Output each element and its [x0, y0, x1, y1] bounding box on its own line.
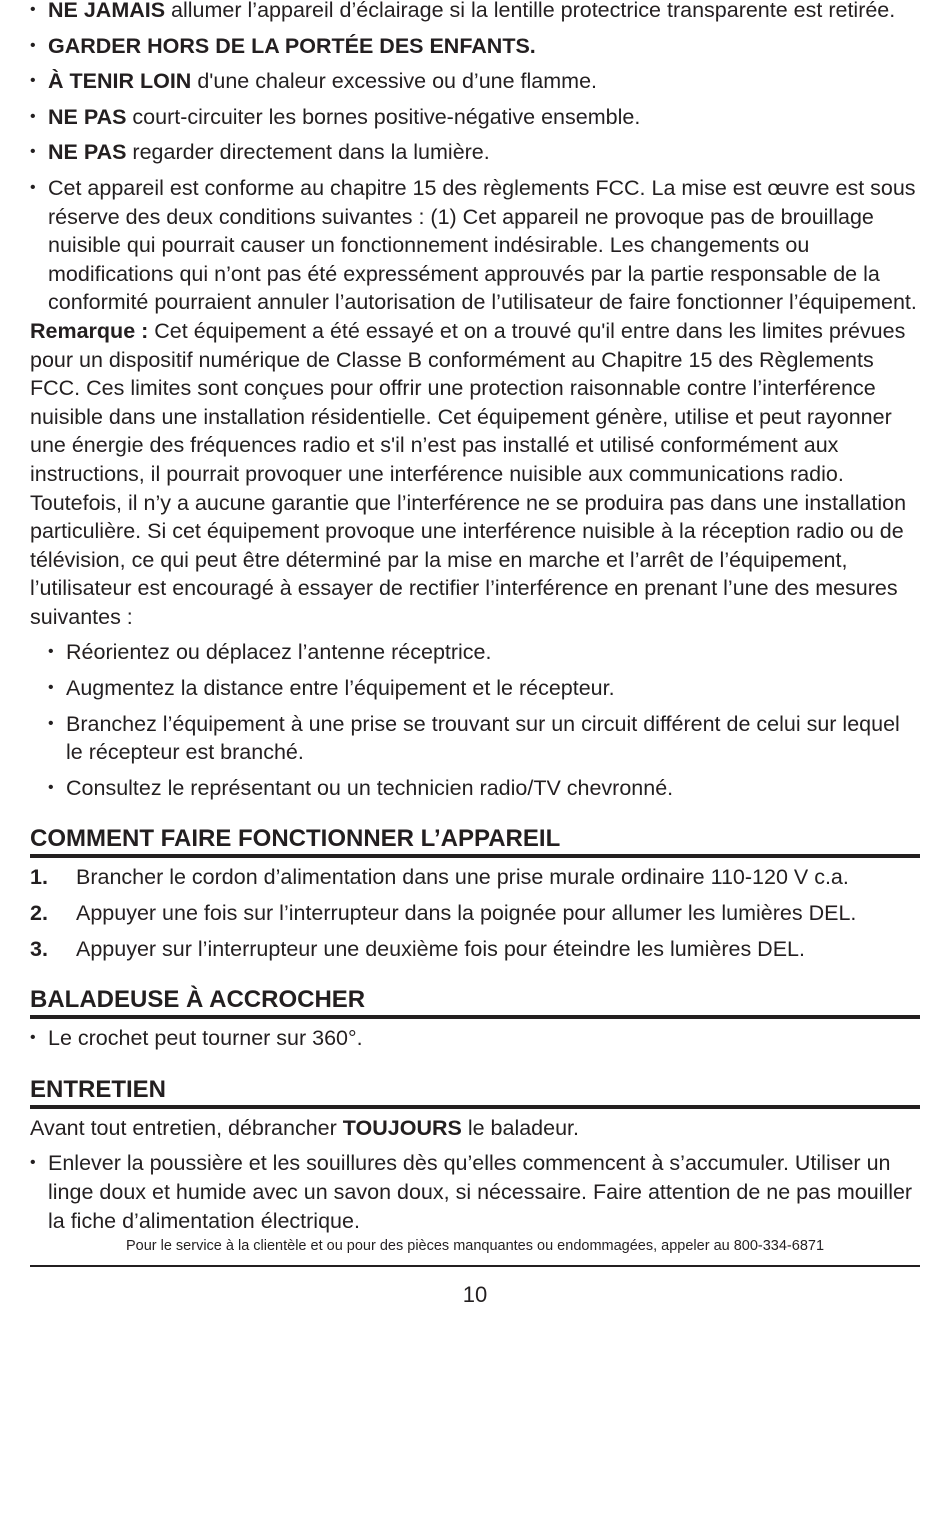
page-number: 10 [462, 1282, 488, 1308]
hanging-text: Le crochet peut tourner sur 360°. [48, 1026, 363, 1051]
maintenance-intro-text: Avant tout entretien, débrancher [30, 1115, 343, 1140]
manual-page [30, 0, 920, 1310]
maintenance-item [30, 1149, 920, 1235]
step-item [30, 863, 920, 892]
maintenance-text: Enlever la poussière et les souillures dès qu’elles commencent à s’accumuler. Utiliser un linge doux et humide avec un savon doux, si nécessaire. Faire attention de ne pas mouiller la fiche d’alimentation électrique. [48, 1151, 913, 1233]
fcc-compliance-text: Cet appareil est conforme au chapitre 15 des règlements FCC. La mise est œuvre est sous réserve des deux conditions suivantes : (1) Cet appareil ne provoque pas de brouillage nuisible qui pourrait causer un fonctionnement indésirable. Les changements ou modifications qui n’ont pas été expressément approuvés par la partie responsable de la conformité pourraient annuler l’autorisation de l’utilisateur de faire fonctionner l’équipement. [48, 175, 917, 315]
warning-bold: NE PAS [48, 140, 127, 165]
hanging-heading: BALADEUSE À ACCROCHER [30, 985, 920, 1019]
warning-text: regarder directement dans la lumière. [126, 140, 490, 165]
measure-text: Consultez le représentant ou un technicien radio/TV chevronné. [66, 775, 674, 800]
step-item [30, 935, 920, 964]
maintenance-heading: ENTRETIEN [30, 1075, 920, 1109]
warning-text: allumer l’appareil d’éclairage si la lentille protectrice transparente est retirée. [165, 0, 896, 22]
measure-item [48, 674, 920, 703]
remark-paragraph [30, 317, 920, 632]
operation-heading: COMMENT FAIRE FONCTIONNER L’APPAREIL [30, 824, 920, 858]
step-text: Brancher le cordon d’alimentation dans une prise murale ordinaire 110-120 V c.a. [76, 865, 849, 890]
warning-text: court-circuiter les bornes positive-négative ensemble. [126, 104, 641, 129]
remark-label: Remarque : [30, 318, 149, 343]
warning-bold: À TENIR LOIN [48, 69, 192, 94]
step-number: 1. [30, 865, 48, 890]
warning-bold: NE PAS [48, 104, 127, 129]
maintenance-intro-end: le baladeur. [461, 1115, 579, 1140]
measure-text: Branchez l’équipement à une prise se trouvant sur un circuit différent de celui sur lequel le récepteur est branché. [66, 711, 900, 765]
step-text: Appuyer sur l’interrupteur une deuxième fois pour éteindre les lumières DEL. [76, 936, 805, 961]
warning-bold: NE JAMAIS [48, 0, 166, 22]
warning-item [30, 0, 920, 25]
warning-bold: GARDER HORS DE LA PORTÉE DES ENFANTS. [48, 33, 536, 58]
maintenance-intro [30, 1114, 920, 1143]
hanging-item [30, 1024, 920, 1053]
warning-item [30, 103, 920, 132]
warning-item [30, 67, 920, 96]
measure-text: Réorientez ou déplacez l’antenne réceptrice. [66, 640, 492, 665]
step-number: 2. [30, 901, 48, 926]
measure-item [48, 774, 920, 803]
service-footnote: Pour le service à la clientèle et ou pour des pièces manquantes ou endommagées, appeler au 800-334-6871 [30, 1237, 920, 1267]
step-text: Appuyer une fois sur l’interrupteur dans la poignée pour allumer les lumières DEL. [76, 901, 857, 926]
fcc-compliance-item [30, 174, 920, 317]
step-number: 3. [30, 936, 48, 961]
warning-item [30, 32, 920, 61]
step-item [30, 899, 920, 928]
measure-text: Augmentez la distance entre l’équipement et le récepteur. [66, 676, 615, 701]
measure-item [48, 638, 920, 667]
warning-item [30, 138, 920, 167]
warning-text: d'une chaleur excessive ou d’une flamme. [191, 69, 598, 94]
remark-text: Cet équipement a été essayé et on a trouvé qu'il entre dans les limites prévues pour un dispositif numérique de Classe B conformément au Chapitre 15 des Règlements FCC. Ces limites sont conçues pour offrir une protection raisonnable contre l’interférence nuisible dans une installation résidentielle. Cet équipement génère, utilise et peut rayonner une énergie des fréquences radio et s'il n’est pas installé et utilisé conformément aux instructions, il pourrait provoquer une interférence nuisible aux communications radio. Toutefois, il n’y a aucune garantie que l’interférence ne se produira pas dans une installation particulière. Si cet équipement provoque une interférence nuisible à la réception radio ou de télévision, ce qui peut être déterminé par la mise en marche et l’arrêt de l’équipement, l’utilisateur est encouragé à essayer de rectifier l’interférence en prenant l’une des mesures suivantes : [30, 318, 907, 629]
maintenance-intro-bold: TOUJOURS [342, 1115, 462, 1140]
measure-item [48, 710, 920, 767]
